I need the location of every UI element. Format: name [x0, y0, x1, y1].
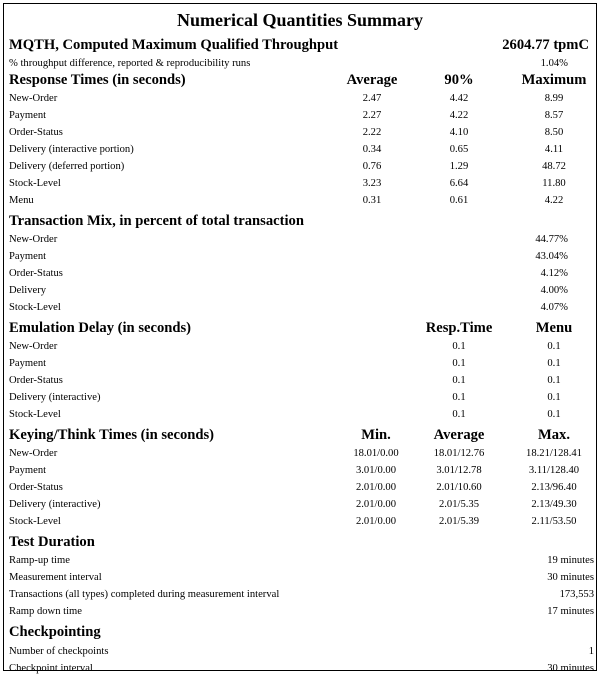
table-row	[4, 338, 596, 355]
table-row	[4, 462, 596, 479]
table-row	[4, 265, 596, 282]
row-value: 0.34	[362, 144, 382, 155]
row-label: Ramp down time	[9, 606, 82, 617]
row-label: New-Order	[9, 448, 58, 459]
row-value: 0.1	[452, 375, 466, 386]
table-row	[4, 282, 596, 299]
row-value: 43.04%	[535, 251, 568, 262]
row-value: 2.01/0.00	[355, 516, 397, 527]
row-value: 48.72	[542, 161, 566, 172]
row-value: 0.1	[547, 358, 561, 369]
checkpointing-header	[4, 624, 596, 641]
row-value: 4.12%	[540, 268, 568, 279]
row-label: Payment	[9, 110, 47, 121]
table-row	[4, 586, 596, 603]
mqth-label: MQTH, Computed Maximum Qualified Throughput	[9, 37, 339, 53]
column-header-max: Max.	[537, 427, 571, 443]
table-row	[4, 231, 596, 248]
row-label: New-Order	[9, 234, 58, 245]
row-value: 0.31	[362, 195, 382, 206]
mqth-diff-row	[4, 55, 596, 72]
row-value: 2.11/53.50	[531, 516, 577, 527]
table-row	[4, 552, 596, 569]
emulation-delay-heading: Emulation Delay (in seconds)	[9, 320, 192, 336]
row-value: 4.11	[544, 144, 564, 155]
row-value: 4.42	[449, 93, 469, 104]
row-value: 6.64	[449, 178, 469, 189]
row-value: 1.29	[449, 161, 469, 172]
row-label: Ramp-up time	[9, 555, 70, 566]
row-value: 2.01/5.39	[438, 516, 480, 527]
row-value: 0.65	[449, 144, 469, 155]
row-label: Stock-Level	[9, 409, 61, 420]
table-row	[4, 660, 596, 677]
row-value: 0.1	[547, 341, 561, 352]
table-row	[4, 496, 596, 513]
row-label: Transactions (all types) completed during measurement interval	[9, 589, 280, 600]
row-value: 3.23	[362, 178, 382, 189]
row-value: 0.1	[452, 358, 466, 369]
table-row	[4, 355, 596, 372]
row-label: Delivery (deferred portion)	[9, 161, 125, 172]
row-value: 173,553	[559, 589, 594, 600]
test-duration-heading: Test Duration	[9, 534, 95, 550]
row-label: Order-Status	[9, 127, 63, 138]
response-times-header	[4, 72, 596, 89]
row-value: 2.01/5.35	[438, 499, 480, 510]
row-value: 3.01/0.00	[355, 465, 397, 476]
column-header-resp-time: Resp.Time	[425, 320, 493, 336]
transaction-mix-header	[4, 213, 596, 230]
row-value: 4.22	[449, 110, 469, 121]
table-row	[4, 603, 596, 620]
table-row	[4, 513, 596, 530]
table-row	[4, 643, 596, 660]
table-row	[4, 158, 596, 175]
table-row	[4, 372, 596, 389]
table-row	[4, 107, 596, 124]
test-duration-header	[4, 534, 596, 551]
column-header-average: Average	[346, 72, 398, 88]
row-value: 30 minutes	[547, 663, 594, 674]
mqth-row	[4, 37, 596, 54]
row-label: Delivery (interactive portion)	[9, 144, 134, 155]
keying-think-heading: Keying/Think Times (in seconds)	[9, 427, 215, 443]
row-label: New-Order	[9, 93, 58, 104]
table-row	[4, 479, 596, 496]
keying-think-header	[4, 427, 596, 444]
table-row	[4, 569, 596, 586]
transaction-mix-heading: Transaction Mix, in percent of total transaction	[9, 213, 304, 229]
column-header-min: Min.	[361, 427, 391, 443]
row-value: 8.50	[544, 127, 564, 138]
row-value: 2.01/10.60	[436, 482, 482, 493]
row-value: 2.47	[362, 93, 382, 104]
row-label: Delivery	[9, 285, 47, 296]
row-value: 11.80	[542, 178, 566, 189]
row-value: 44.77%	[535, 234, 568, 245]
row-label: Measurement interval	[9, 572, 102, 583]
row-value: 19 minutes	[547, 555, 594, 566]
row-label: Order-Status	[9, 268, 63, 279]
row-value: 0.1	[547, 409, 561, 420]
row-value: 0.1	[547, 392, 561, 403]
table-row	[4, 192, 596, 209]
row-value: 0.76	[362, 161, 382, 172]
row-value: 18.21/128.41	[526, 448, 582, 459]
row-value: 17 minutes	[547, 606, 594, 617]
column-header-average: Average	[433, 427, 485, 443]
row-label: Delivery (interactive)	[9, 499, 101, 510]
row-value: 30 minutes	[547, 572, 594, 583]
table-row	[4, 175, 596, 192]
table-row	[4, 406, 596, 423]
page-title: Numerical Quantities Summary	[177, 10, 423, 30]
emulation-delay-header	[4, 320, 596, 337]
row-value: 2.13/96.40	[531, 482, 577, 493]
row-value: 2.01/0.00	[355, 482, 397, 493]
row-label: Stock-Level	[9, 516, 61, 527]
row-label: Payment	[9, 465, 47, 476]
row-value: 4.07%	[540, 302, 568, 313]
row-value: 4.22	[544, 195, 564, 206]
table-row	[4, 248, 596, 265]
row-value: 0.1	[452, 341, 466, 352]
row-label: Order-Status	[9, 375, 63, 386]
table-row	[4, 445, 596, 462]
table-row	[4, 389, 596, 406]
row-value: 4.00%	[540, 285, 568, 296]
checkpointing-heading: Checkpointing	[9, 624, 101, 640]
row-value: 4.10	[449, 127, 469, 138]
row-value: 0.1	[452, 392, 466, 403]
row-value: 8.57	[544, 110, 564, 121]
row-value: 2.22	[362, 127, 382, 138]
row-value: 2.13/49.30	[531, 499, 577, 510]
row-label: Payment	[9, 251, 47, 262]
table-row	[4, 124, 596, 141]
row-value: 0.61	[449, 195, 469, 206]
row-label: New-Order	[9, 341, 58, 352]
column-header-maximum: Maximum	[521, 72, 587, 88]
mqth-value: 2604.77 tpmC	[502, 37, 589, 53]
mqth-diff-value: 1.04%	[540, 58, 568, 69]
row-value: 0.1	[452, 409, 466, 420]
table-row	[4, 90, 596, 107]
row-label: Order-Status	[9, 482, 63, 493]
row-label: Delivery (interactive)	[9, 392, 101, 403]
row-value: 3.11/128.40	[528, 465, 580, 476]
row-value: 0.1	[547, 375, 561, 386]
summary-page	[3, 3, 597, 674]
column-header-menu: Menu	[535, 320, 573, 336]
row-value: 18.01/0.00	[353, 448, 399, 459]
row-value: 2.01/0.00	[355, 499, 397, 510]
row-label: Stock-Level	[9, 178, 61, 189]
row-label: Menu	[9, 195, 34, 206]
row-label: Checkpoint interval	[9, 663, 93, 674]
row-label: Stock-Level	[9, 302, 61, 313]
table-row	[4, 141, 596, 158]
table-row	[4, 299, 596, 316]
row-value: 2.27	[362, 110, 382, 121]
mqth-diff-label: % throughput difference, reported & reproducibility runs	[9, 58, 251, 69]
row-value: 18.01/12.76	[433, 448, 485, 459]
row-value: 8.99	[544, 93, 564, 104]
row-label: Payment	[9, 358, 47, 369]
row-value: 3.01/12.78	[436, 465, 482, 476]
row-value: 1	[588, 646, 594, 657]
row-label: Number of checkpoints	[9, 646, 109, 657]
column-header-90pct: 90%	[444, 72, 474, 88]
response-times-heading: Response Times (in seconds)	[9, 72, 186, 88]
